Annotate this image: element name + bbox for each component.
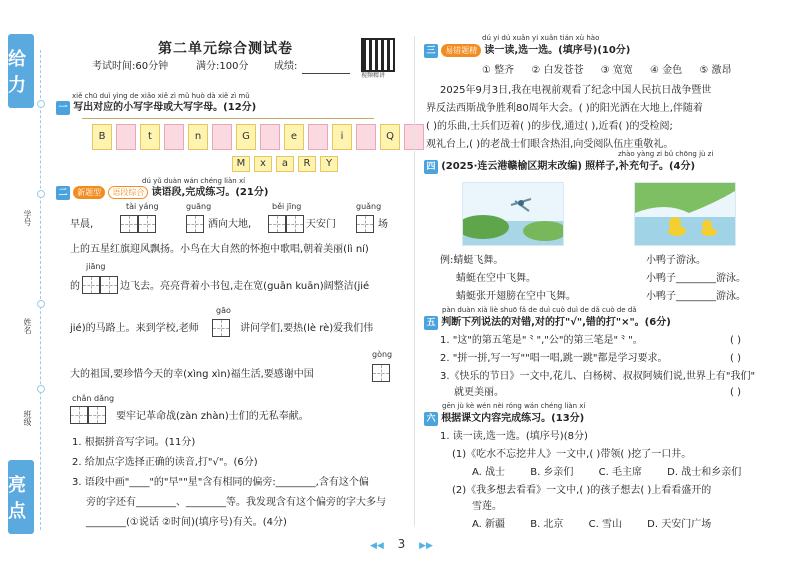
q5-heading: [424, 316, 671, 330]
letter-card: n: [188, 124, 208, 150]
q5-item-2: 2. "拼一拼,写一写""唱一唱,跳一跳"都是学习要求。: [440, 353, 668, 364]
q6-q1-option[interactable]: A. 战士: [472, 467, 506, 478]
letter-card: t: [140, 124, 160, 150]
sidebar-bottom-badge: 亮点: [8, 460, 34, 534]
passage-line-6: 要牢记革命战(zàn zhàn)士们的无私奉献。: [116, 411, 309, 422]
q3-para-1: 2025年9月3日,我在电视前观看了纪念中国人民抗日战争暨世: [440, 85, 712, 96]
q2-sub-3c: ________(①说话 ②时间)(填序号)有关。(4分): [86, 517, 287, 528]
passage-line-2: 上的五星红旗迎风飘扬。小鸟在大自然的怀抱中歌唱,朝着美丽(lì ní): [70, 244, 369, 255]
q6-text: 根据课文内容完成练习。(13分): [441, 413, 585, 424]
score-label: 成绩:: [274, 61, 298, 72]
letter-card: i: [332, 124, 352, 150]
sidebar-label-name: 姓名: [23, 318, 32, 334]
grid-guang2[interactable]: [356, 213, 374, 233]
q6-number: 六: [424, 412, 438, 426]
q2-sub-1: 1. 根据拼音写字词。(11分): [72, 437, 196, 448]
q3-option: ③ 宽宽: [600, 65, 633, 76]
letter-card-blank[interactable]: [356, 124, 376, 150]
q4-heading: [424, 160, 695, 174]
letter-card-blank[interactable]: [308, 124, 328, 150]
q6-q2-option[interactable]: C. 雪山: [588, 519, 622, 530]
q4-number: 四: [424, 160, 438, 174]
page-number-bar: [370, 537, 433, 551]
q2-sub-3: 3. 语段中画"____"的"早""星"含有相同的偏旁:________,含有这个偏: [72, 477, 369, 488]
letter-card-blank[interactable]: [260, 124, 280, 150]
q4-example-label: 例:蜻蜓飞舞。: [440, 255, 504, 266]
sidebar-label-student-id: 学号: [23, 210, 32, 226]
pinyin-beijing: běi jīng: [272, 202, 302, 211]
grid-beijing[interactable]: [268, 213, 304, 233]
binding-hole: [37, 190, 45, 198]
q5-item-3: 3.《快乐的节日》一文中,花儿、白杨树、叔叔阿姨们说,世界上有"我们": [440, 371, 756, 382]
q2-pinyin: dú yǔ duàn wán chéng liàn xí: [142, 177, 246, 185]
passage-text: 天安门: [306, 219, 336, 230]
binding-hole: [37, 300, 45, 308]
sidebar-label-class: 班级: [23, 410, 32, 426]
q5-answer-bracket[interactable]: ( ): [730, 387, 741, 398]
q3-option: ② 白发苍苍: [531, 65, 584, 76]
q3-para-2: 界反法西斯战争胜利80周年大会。( )的阳光洒在大地上,伴随着: [426, 103, 703, 114]
passage-line-4: jié)的马路上。来到学校,老师: [70, 323, 199, 334]
q6-question-2: (2)《我多想去看看》一文中,( )的孩子想去( )上看看盛开的: [452, 485, 712, 496]
letter-cards-row2: [232, 156, 338, 172]
binding-sidebar: [0, 0, 52, 562]
q5-item-1: 1. "这"的第五笔是"⺀","公"的第三笔是"⺀"。: [440, 335, 643, 346]
q1-number: 一: [56, 101, 70, 115]
grid-chandang[interactable]: [70, 404, 106, 424]
letter-card-blank[interactable]: [116, 124, 136, 150]
letter-card: Y: [320, 156, 338, 172]
prev-arrow-icon[interactable]: ◀◀: [370, 541, 384, 551]
grid-guang[interactable]: [186, 213, 204, 233]
q5-number: 五: [424, 316, 438, 330]
q5-answer-bracket[interactable]: ( ): [730, 335, 741, 346]
pinyin-gao: gāo: [216, 306, 231, 315]
next-arrow-icon[interactable]: ▶▶: [419, 541, 433, 551]
q4-example-2: 蜻蜓张开翅膀在空中飞舞。: [456, 291, 576, 302]
passage-text: 场: [378, 219, 388, 230]
q6-q2-option[interactable]: A. 新疆: [472, 519, 506, 530]
q3-pinyin: dú yi dú xuǎn yi xuǎn tián xù hào: [482, 34, 600, 42]
letter-card-blank[interactable]: [164, 124, 184, 150]
q6-question-2b: 雪莲。: [472, 501, 502, 512]
q4-source: (2025·连云港赣榆区期末改编): [441, 161, 582, 172]
q6-pinyin: gēn jù kè wén nèi róng wán chéng liàn xí: [442, 402, 586, 410]
q6-q1-option[interactable]: D. 战士和乡亲们: [667, 467, 742, 478]
q3-para-3: ( )的乐曲,士兵们迈着( )的步伐,通过( ),近看( )的受检阅;: [426, 121, 673, 132]
page-title: 第二单元综合测试卷: [158, 41, 293, 57]
q3-para-4: 观礼台上,( )的老战士们眼含热泪,向受阅队伍庄重敬礼。: [426, 139, 674, 150]
q6-question-1: (1)《吃水不忘挖井人》一文中,( )带领( )挖了一口井。: [452, 449, 692, 460]
q2-sub-2: 2. 给加点字选择正确的读音,打"√"。(6分): [72, 457, 258, 468]
q6-q1-options: [472, 466, 755, 480]
exam-time: 考试时间:60分钟: [92, 61, 169, 72]
page-number: 3: [397, 537, 406, 551]
dragonfly-pond-image: [463, 183, 563, 245]
passage-line-1: 早晨,: [70, 219, 94, 230]
q3-heading: [424, 44, 630, 58]
passage-line-5: 大的祖国,要珍惜今天的幸(xìng xìn)福生活,要感谢中国: [70, 369, 314, 380]
q3-options: [482, 64, 746, 78]
pinyin-gong: gòng: [372, 350, 393, 359]
q4-answer-1: 小鸭子游泳。: [646, 255, 706, 266]
sidebar-top-badge: 给力: [8, 34, 34, 108]
q2-sub-3b: 旁的字还有________、________等。我发现含有这个偏旁的字大多与: [86, 497, 386, 508]
q4-answer-3[interactable]: 小鸭子________游泳。: [646, 291, 746, 302]
binding-hole: [37, 100, 45, 108]
grid-taiyang[interactable]: [120, 213, 156, 233]
q4-answer-2[interactable]: 小鸭子________游泳。: [646, 273, 746, 284]
q4-pinyin: zhào yàng zi bǔ chōng jù zi: [618, 150, 714, 158]
binding-hole: [37, 385, 45, 393]
q3-option: ① 整齐: [482, 65, 515, 76]
q6-q1-option[interactable]: C. 毛主席: [598, 467, 642, 478]
letter-cards: [92, 124, 424, 150]
grid-gao[interactable]: [212, 317, 230, 337]
qr-caption: 视频精讲: [361, 72, 386, 79]
passage-line-3: 边飞去。亮亮背着小书包,走在宽(guān kuān)阔整洁(jié: [120, 281, 370, 292]
letter-card: B: [92, 124, 112, 150]
passage-text: 的: [70, 281, 80, 292]
q2-text: 读语段,完成练习。(21分): [151, 187, 269, 198]
column-divider: [414, 36, 415, 526]
pinyin-jiang: jiāng: [86, 262, 106, 271]
q2-tag-type: 语段综合: [108, 186, 148, 199]
q3-option: ⑤ 激昂: [699, 65, 732, 76]
q2-number: 二: [56, 186, 70, 200]
q3-option: ④ 金色: [650, 65, 683, 76]
score-blank[interactable]: [302, 73, 350, 74]
grid-gong[interactable]: [372, 362, 390, 382]
q4-text: 照样子,补充句子。(4分): [585, 161, 696, 172]
q5-pinyin: pàn duàn xià liè shuō fǎ de duì cuò duì de dǎ cuò de dǎ: [442, 306, 637, 314]
dragonfly-illustration: [462, 182, 564, 246]
q6-q2-options: [472, 518, 725, 532]
q1-text: 写出对应的小写字母或大写字母。(12分): [73, 102, 257, 113]
q4-example-1: 蜻蜓在空中飞舞。: [456, 273, 536, 284]
letter-card-blank[interactable]: [212, 124, 232, 150]
q6-sub: 1. 读一读,选一选。(填序号)(8分): [440, 431, 588, 442]
q5-text: 判断下列说法的对错,对的打"√",错的打"×"。(6分): [441, 317, 671, 328]
q1-heading: [56, 101, 256, 115]
q6-q2-option[interactable]: D. 天安门广场: [647, 519, 712, 530]
full-score: 满分:100分: [196, 61, 249, 72]
pinyin-guang2: guǎng: [356, 202, 382, 211]
passage-text: 洒向大地,: [208, 219, 252, 230]
binding-line: [40, 50, 41, 530]
q5-item-3b: 就更美丽。: [454, 387, 504, 398]
letter-card: G: [236, 124, 256, 150]
pinyin-taiyang: tài yáng: [126, 202, 159, 211]
q3-number: 三: [424, 44, 438, 58]
duckling-pond-image: [635, 183, 735, 245]
q6-q2-option[interactable]: B. 北京: [530, 519, 564, 530]
q1-pinyin: xiě chū duì yìng de xiǎo xiě zì mǔ huò dà xiě zì mǔ: [72, 92, 250, 100]
q6-heading: [424, 412, 584, 426]
q3-text: 读一读,选一选。(填序号)(10分): [484, 45, 631, 56]
letter-card: Q: [380, 124, 400, 150]
letter-card: a: [276, 156, 294, 172]
letter-card: e: [284, 124, 304, 150]
letter-card: x: [254, 156, 272, 172]
letter-card: M: [232, 156, 250, 172]
pinyin-chandang: chǎn dǎng: [72, 394, 115, 403]
q6-q1-option[interactable]: B. 乡亲们: [530, 467, 574, 478]
q3-tag: 易错题精: [441, 44, 481, 57]
q5-answer-bracket[interactable]: ( ): [730, 353, 741, 364]
q2-tag-new: 新题型: [73, 186, 105, 199]
pinyin-guang: guāng: [186, 202, 212, 211]
q2-heading: [56, 186, 268, 200]
duckling-illustration: [634, 182, 736, 246]
grid-jiang[interactable]: [82, 274, 118, 294]
passage-text: 讲问学们,要热(lè rè)爱我们伟: [240, 323, 374, 334]
qr-code-icon[interactable]: [361, 38, 395, 72]
letter-card: R: [298, 156, 316, 172]
